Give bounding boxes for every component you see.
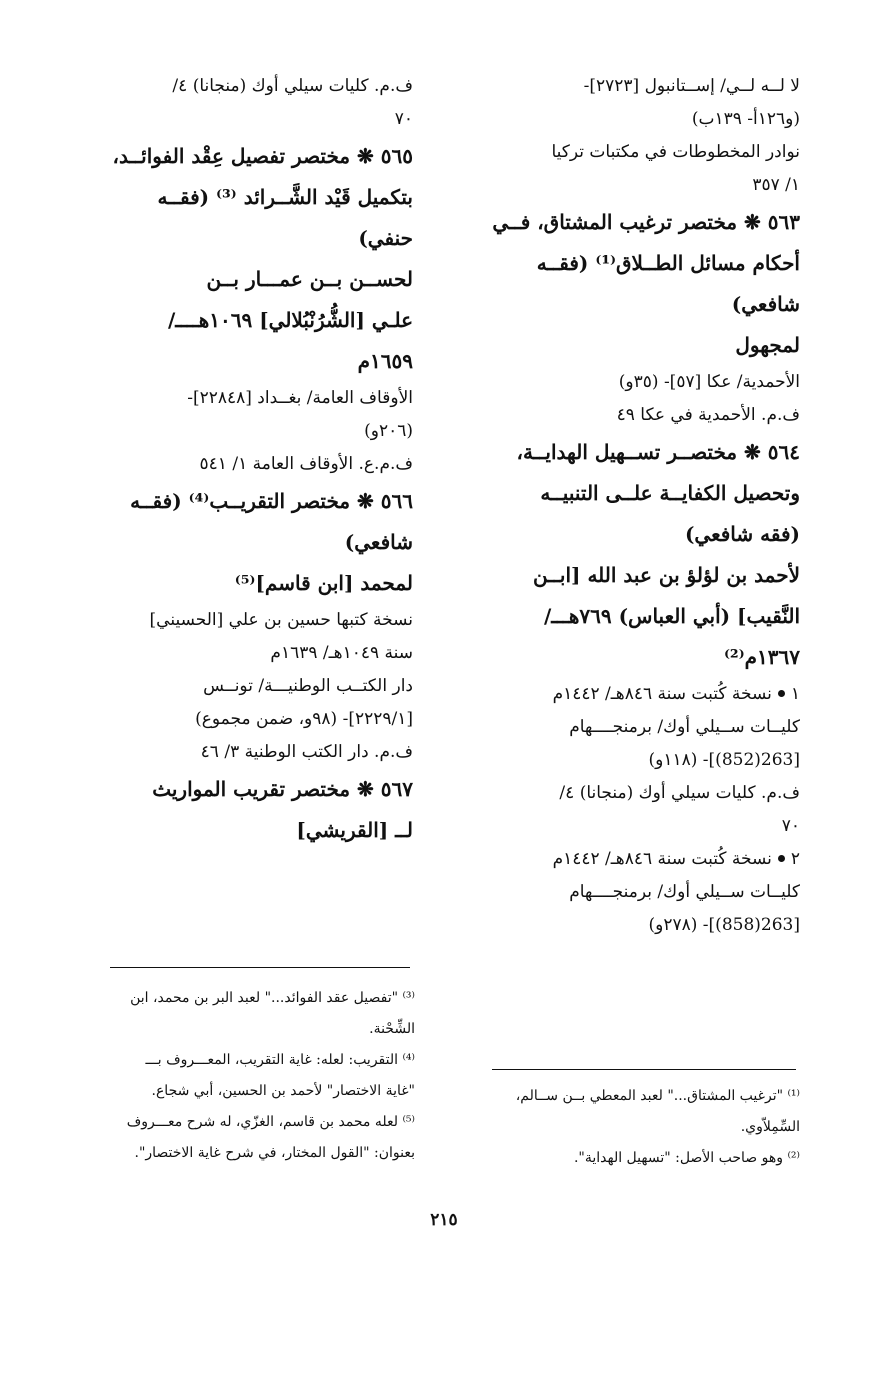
text-line	[448, 678, 800, 711]
text-line: سنة ١٠٤٩هـ/ ١٦٣٩م	[270, 643, 413, 663]
entry-heading-line: علـي [الشُّرُنْبُلالي] ١٠٦٩هــــ/	[167, 308, 413, 332]
footnote-line: الشِّحْنة.	[369, 1021, 415, 1037]
footnote-separator-right	[492, 1069, 796, 1070]
left-column	[68, 70, 413, 851]
page-number: ٢١٥	[430, 1210, 458, 1230]
text-line: نوادر المخطوطات في مكتبات تركيا	[551, 142, 800, 162]
entry-heading-line: شافعي)	[731, 292, 800, 316]
bullet-icon	[778, 855, 785, 862]
copy-number: ١	[790, 684, 800, 704]
entry-heading-line: ٥٦٧ ❋ مختصر تقريب المواريث	[152, 777, 413, 801]
entry-heading-line: لــ [القريشي]	[296, 818, 413, 842]
entry-heading-line: بتكميل قَيْد الشَّــرائد ⁽³⁾ (فقــه	[157, 185, 413, 209]
footnote-line: ⁽⁵⁾ لعله محمد بن قاسم، الغزّي، له شرح معـــروف	[126, 1114, 415, 1130]
footnote-line: ⁽²⁾ وهو صاحب الأصل: "تسهيل الهداية".	[573, 1150, 800, 1166]
text-line: (٢٠٦و)	[364, 421, 413, 441]
bullet-icon	[778, 690, 785, 697]
entry-heading-line: (فقه شافعي)	[684, 522, 800, 546]
entry-heading-line: لأحمد بن لؤلؤ بن عبد الله [ابــن	[532, 563, 800, 587]
text-line: (و١٢٦أ- ١٣٩ب)	[691, 109, 800, 129]
text-line: لا لــه لــي/ إســتانبول [٢٧٢٣]-	[583, 76, 800, 96]
entry-heading-line: ٥٦٥ ❋ مختصر تفصيل عِقْد الفوائــد،	[112, 144, 413, 168]
text-line	[448, 843, 800, 876]
entry-heading-line: لحســن بــن عمـــار بــن	[206, 267, 413, 291]
entry-heading-line: النَّقيب] (أبي العباس) ٧٦٩هـــ/	[543, 604, 800, 628]
entry-heading-line: لمجهول	[735, 333, 800, 357]
text-line: الأحمدية/ عكا [٥٧]- (٣٥و)	[618, 372, 800, 392]
text-line: نسخة كتبها حسين بن علي [الحسيني]	[149, 610, 413, 630]
footnotes-left	[70, 983, 415, 1169]
text-line: الأوقاف العامة/ بغــداد [٢٢٨٤٨]-	[187, 388, 413, 408]
right-column	[448, 70, 800, 942]
entry-heading-line: أحكام مسائل الطــلاق⁽¹⁾ (فقــه	[536, 251, 800, 275]
text-line: دار الكتــب الوطنيـــة/ تونــس	[203, 676, 413, 696]
footnote-line: ⁽³⁾ "تفصيل عقد الفوائد..." لعبد البر بن محمد، ابن	[130, 990, 415, 1006]
entry-heading-line: وتحصيل الكفايــة علــى التنبيــه	[540, 481, 800, 505]
text-line: ٧٠	[781, 816, 800, 836]
entry-heading-line: ٥٦٣ ❋ مختصر ترغيب المشتاق، فــي	[492, 210, 800, 234]
entry-heading-line: ٥٦٦ ❋ مختصر التقريــب⁽⁴⁾ (فقــه	[130, 489, 413, 513]
text-line: كليــات ســيلي أوك/ برمنجــــهام	[569, 717, 800, 737]
text-line: ٧٠	[394, 109, 413, 129]
text-line: ف.م. كليات سيلي أوك (منجانا) ٤/	[559, 783, 800, 803]
text-line: ف.م. كليات سيلي أوك (منجانا) ٤/	[172, 76, 413, 96]
copy-description: نسخة كُتبت سنة ٨٤٦هـ/ ١٤٤٢م	[552, 684, 772, 704]
text-line: ف.م. الأحمدية في عكا ٤٩	[616, 405, 800, 425]
footnote-separator-left	[110, 967, 410, 968]
footnotes-right	[448, 1081, 800, 1174]
text-line: [٢٢٢٩/١]- (٩٨و، ضمن مجموع)	[195, 709, 413, 729]
entry-heading-line: ٥٦٤ ❋ مختصــر تســهيل الهدايــة،	[516, 440, 800, 464]
entry-heading-line: لمحمد [ابن قاسم]⁽⁵⁾	[234, 571, 413, 595]
copy-description: نسخة كُتبت سنة ٨٤٦هـ/ ١٤٤٢م	[552, 849, 772, 869]
entry-heading-line: ١٦٥٩م	[357, 349, 413, 373]
footnote-line: بعنوان: "القول المختار، في شرح غاية الاختصار".	[134, 1145, 415, 1161]
entry-heading-line: حنفي)	[358, 226, 413, 250]
text-line: كليــات ســيلي أوك/ برمنجــــهام	[569, 882, 800, 902]
entry-heading-line: شافعي)	[344, 530, 413, 554]
text-line: ١/ ٣٥٧	[752, 175, 800, 195]
footnote-line: السِّمِلاّوي.	[740, 1119, 800, 1135]
footnote-line: ⁽¹⁾ "ترغيب المشتاق..." لعبد المعطي بــن ســالم،	[515, 1088, 800, 1104]
text-line: ف.م.ع. الأوقاف العامة ١/ ٥٤١	[199, 454, 413, 474]
footnote-line: ⁽⁴⁾ التقريب: لعله: غاية التقريب، المعـــروف بـــ	[145, 1052, 415, 1068]
entry-heading-line: ١٣٦٧م⁽²⁾	[723, 645, 800, 669]
text-line: [263(858)]- (٢٧٨و)	[648, 915, 800, 935]
footnote-line: "غاية الاختصار" لأحمد بن الحسين، أبي شجاع.	[151, 1083, 415, 1099]
copy-number: ٢	[790, 849, 800, 869]
text-line: ف.م. دار الكتب الوطنية ٣/ ٤٦	[200, 742, 413, 762]
text-line: [263(852)]- (١١٨و)	[648, 750, 800, 770]
